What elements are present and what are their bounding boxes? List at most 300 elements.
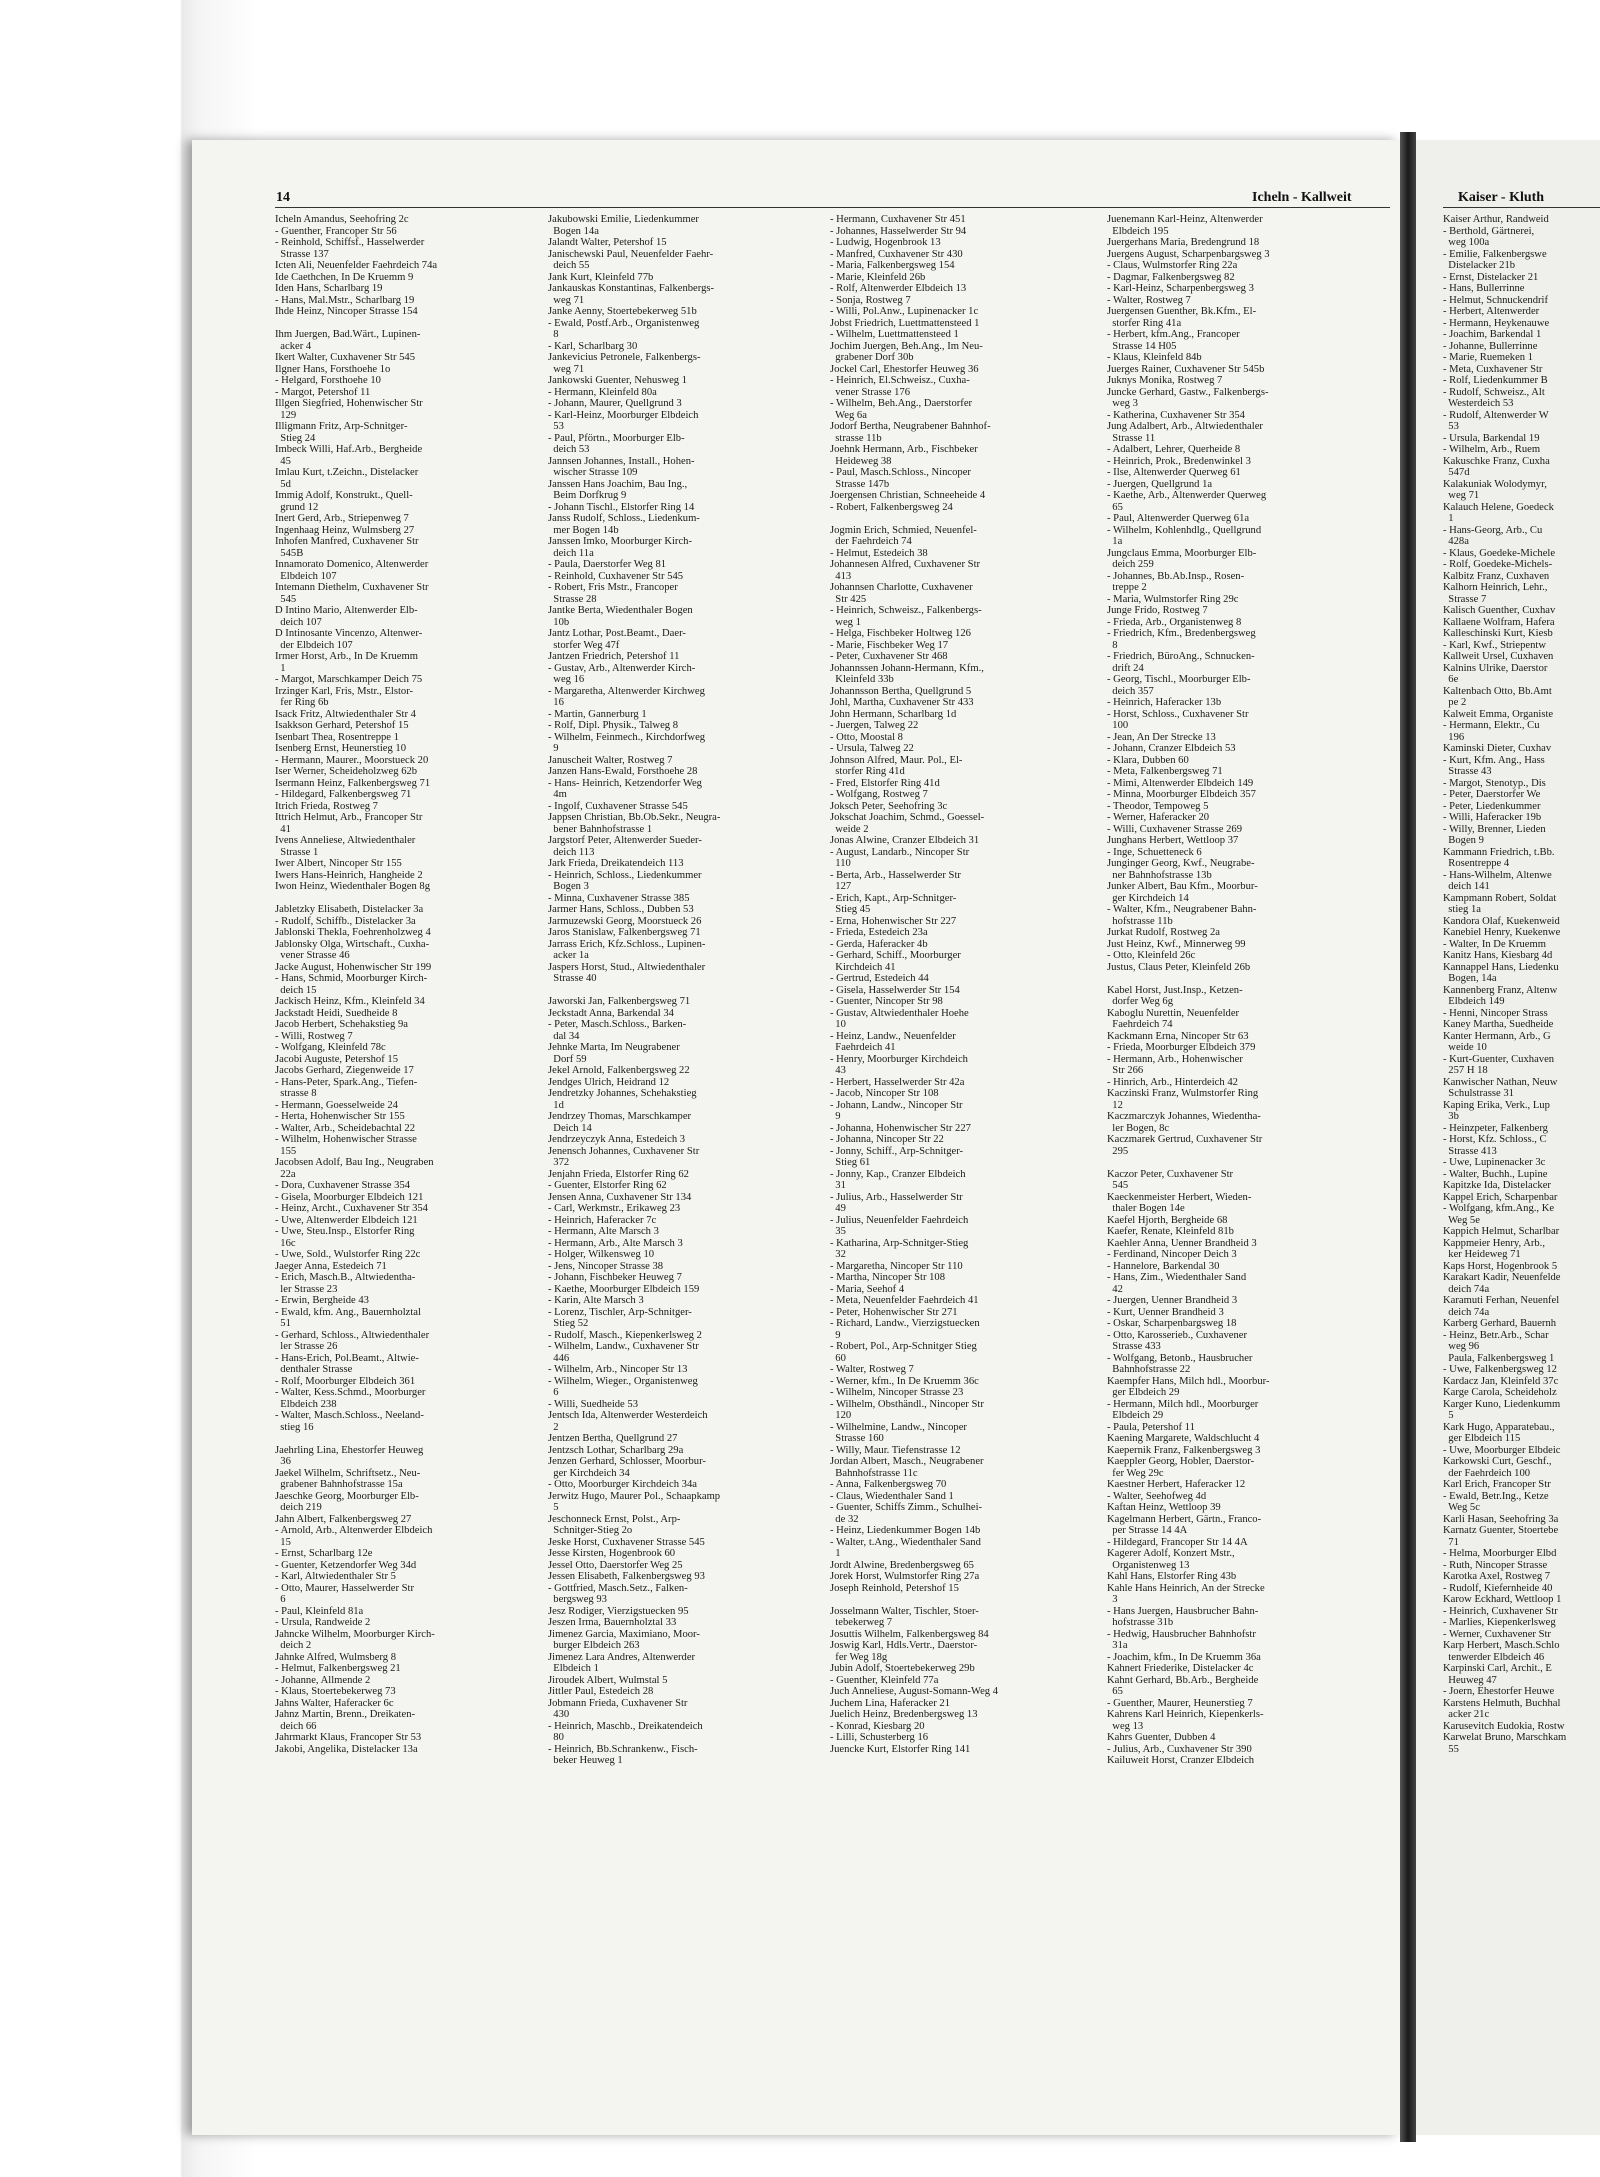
directory-entry-line: - Herta, Hohenwischer Str 155 — [275, 1111, 405, 1122]
directory-entry-line: - Margot, Petershof 11 — [275, 386, 371, 398]
directory-entry-line: Kallaene Wolfram, Hafera — [1443, 616, 1555, 628]
directory-entry-line: Westerdeich 53 — [1443, 398, 1514, 409]
directory-entry-line: Jantz Lothar, Post.Beamt., Daer- — [548, 628, 686, 639]
directory-entry-line: 545B — [275, 547, 304, 559]
directory-entry-line: Jargstorf Peter, Altenwerder Sueder- — [548, 835, 702, 846]
directory-entry-line: acker 4 — [275, 340, 312, 352]
directory-entry-line: weg 1 — [830, 616, 861, 628]
directory-entry-line: Kahrs Guenter, Dubben 4 — [1107, 1732, 1216, 1743]
directory-entry-line: Heideweg 38 — [830, 455, 892, 467]
directory-entry-line: Jackstadt Heidi, Suedheide 8 — [275, 1007, 398, 1019]
directory-entry-line: - Inge, Schuetteneck 6 — [1107, 846, 1202, 858]
directory-entry-line: de 32 — [830, 1513, 859, 1525]
directory-entry-line: Elbdeich 195 — [1107, 225, 1169, 237]
directory-entry-line: - Guenter, Elstorfer Ring 62 — [548, 1180, 667, 1191]
directory-entry-line: - Heinrich, Maschb., Dreikatendeich — [548, 1720, 703, 1732]
directory-entry-line: 1d — [548, 1099, 564, 1111]
page-range-right: Kaiser - Kluth — [1458, 190, 1545, 205]
directory-entry-line: grabener Bahnhofstrasse 15a — [275, 1479, 403, 1490]
directory-entry-line: 49 — [830, 1203, 846, 1214]
directory-entry-line: 6 — [548, 1387, 559, 1398]
directory-entry-line: weide 2 — [830, 823, 869, 835]
directory-entry-line: Weg 5e — [1443, 1214, 1480, 1226]
directory-entry-line: strasse 8 — [275, 1088, 317, 1099]
directory-entry-line: weide 10 — [1443, 1042, 1487, 1053]
directory-entry-line: Jenjahn Frieda, Elstorfer Ring 62 — [548, 1168, 689, 1180]
directory-entry-line: Jarrass Erich, Kfz.Schloss., Lupinen- — [548, 938, 706, 950]
directory-entry-line: Jonas Alwine, Cranzer Elbdeich 31 — [830, 835, 980, 846]
directory-entry-line: - Willi, Suedheide 53 — [548, 1398, 638, 1410]
directory-entry-line: Jentsch Ida, Altenwerder Westerdeich — [548, 1410, 708, 1421]
directory-entry-line: - Ruth, Nincoper Strasse — [1443, 1559, 1548, 1571]
directory-entry-line: - Henni, Nincoper Strass — [1443, 1007, 1548, 1019]
directory-entry-line: Kallweit Ursel, Cuxhaven — [1443, 651, 1554, 662]
directory-entry-line: - Guenther, Maurer, Heunerstieg 7 — [1107, 1697, 1253, 1709]
directory-entry-line: thaler Bogen 14e — [1107, 1203, 1185, 1214]
directory-entry-line: - Paul, Masch.Schloss., Nincoper — [830, 467, 971, 478]
directory-entry-line: Juchem Lina, Haferacker 21 — [830, 1697, 951, 1709]
directory-entry-line: Jablonsky Olga, Wirtschaft., Cuxha- — [275, 938, 430, 950]
directory-entry-line: - Hans- Heinrich, Ketzendorfer Weg — [548, 777, 702, 789]
directory-entry-line: Illigmann Fritz, Arp-Schnitger- — [275, 421, 408, 432]
directory-entry-line: - Ewald, kfm. Ang., Bauernholztal — [275, 1306, 421, 1318]
directory-entry-line: - Gerda, Haferacker 4b — [830, 938, 928, 950]
directory-entry-line: 6 — [275, 1594, 286, 1605]
directory-entry-line: - Reinhold, Cuxhavener Str 545 — [548, 570, 684, 582]
directory-entry-line: 428a — [1443, 536, 1469, 547]
directory-entry-line: - Wolfgang, Betonb., Hausbrucher — [1107, 1352, 1253, 1364]
directory-entry-line: 53 — [548, 421, 564, 432]
directory-entry-line: - Otto, Kleinfeld 26c — [1107, 950, 1196, 961]
directory-entry-line: Joksch Peter, Seehofring 3c — [830, 800, 948, 812]
directory-entry-line: Isenberg Ernst, Heunerstieg 10 — [275, 743, 407, 754]
directory-entry-line: Kanter Hermann, Arb., G — [1443, 1030, 1551, 1042]
directory-entry-line: deich 107 — [275, 616, 322, 628]
directory-entry-line: - Hermann, Kleinfeld 80a — [548, 386, 657, 398]
directory-entry-line: ler Strasse 26 — [275, 1341, 338, 1352]
directory-entry-line: - Walter, In De Kruemm — [1443, 938, 1546, 950]
directory-entry-line: Irzinger Karl, Fris, Mstr., Elstor- — [275, 685, 414, 697]
directory-entry-line: Strasse 7 — [1443, 593, 1487, 605]
directory-entry-line: 2 — [548, 1421, 559, 1433]
directory-entry-line: - Uwe, Lupinenacker 3c — [1443, 1157, 1546, 1168]
directory-entry-line: - Dora, Cuxhavener Strasse 354 — [275, 1180, 411, 1191]
directory-entry-line: - Johann, Landw., Nincoper Str — [830, 1099, 963, 1111]
directory-entry-line: 35 — [830, 1226, 846, 1237]
directory-entry-line: - Maria, Falkenbergsweg 154 — [830, 260, 955, 271]
directory-entry-line: - Frieda, Estedeich 23a — [830, 927, 928, 938]
directory-entry-line: Intemann Diethelm, Cuxhavener Str — [275, 582, 429, 593]
directory-entry-line: - Mimi, Altenwerder Elbdeich 149 — [1107, 777, 1254, 789]
directory-entry-line: Jubin Adolf, Stoertebekerweg 29b — [830, 1663, 975, 1674]
directory-entry-line: Iwers Hans-Heinrich, Hangheide 2 — [275, 869, 423, 881]
directory-entry-line: vener Strasse 176 — [830, 386, 911, 398]
directory-entry-line: - Wolfgang, Rostweg 7 — [830, 789, 928, 800]
directory-entry-line: 100 — [1107, 720, 1129, 731]
directory-entry-line: - Jonny, Kap., Cranzer Elbdeich — [830, 1168, 966, 1180]
directory-entry-line: Kalbitz Franz, Cuxhaven — [1443, 570, 1550, 582]
directory-entry-line: - Reinhold, Schiffsf., Hasselwerder — [275, 237, 425, 248]
directory-entry-line: - Margot, Stenotyp., Dis — [1443, 777, 1546, 789]
directory-entry-line: Karow Eckhard, Wettloop 1 — [1443, 1594, 1562, 1605]
directory-entry-line: - Walter, Buchh., Lupine — [1443, 1168, 1548, 1180]
directory-entry-line: Kannenberg Franz, Altenw — [1443, 984, 1558, 996]
directory-entry-line: - Frieda, Arb., Organistenweg 8 — [1107, 616, 1242, 628]
directory-entry-line: der Faehrdeich 74 — [830, 536, 912, 547]
directory-entry-line: - Joachim, Barkendal 1 — [1443, 329, 1542, 340]
directory-entry-line: Jimenez Lara Andres, Altenwerder — [548, 1651, 696, 1663]
directory-entry-line: - Wolfgang, kfm.Ang., Ke — [1443, 1203, 1555, 1214]
directory-entry-line: Kalauch Helene, Goedeck — [1443, 501, 1554, 513]
directory-entry-line: Elbdeich 1 — [548, 1663, 599, 1674]
directory-entry-line: Kaps Horst, Hogenbrook 5 — [1443, 1260, 1558, 1272]
directory-entry-line: Ingenhaag Heinz, Wulmsberg 27 — [275, 524, 415, 536]
directory-entry-line: Jaros Stanislaw, Falkenbergsweg 71 — [548, 927, 701, 938]
directory-entry-line: - Ursula, Barkendal 19 — [1443, 432, 1540, 444]
directory-entry-line: 545 — [275, 593, 297, 605]
directory-entry-line: Johannsson Bertha, Quellgrund 5 — [830, 685, 972, 697]
directory-entry-line: Jesz Rodiger, Vierzigstuecken 95 — [548, 1605, 689, 1617]
directory-entry-line: 9 — [548, 743, 559, 754]
directory-entry-line: - Herbert, Altenwerder — [1443, 306, 1540, 317]
directory-entry-line: 53 — [1443, 421, 1459, 432]
directory-entry-line: Kaefer, Renate, Kleinfeld 81b — [1107, 1226, 1234, 1237]
directory-entry-line: Str 425 — [830, 593, 867, 605]
directory-entry-line: Faehrdeich 41 — [830, 1042, 896, 1053]
directory-entry-line: - Klaus, Kleinfeld 84b — [1107, 352, 1202, 363]
directory-entry-line: 22a — [275, 1168, 296, 1180]
directory-entry-line: Elbdeich 107 — [275, 570, 337, 582]
column-5 — [1443, 214, 1600, 1755]
directory-entry-line: Jessen Elisabeth, Falkenbergsweg 93 — [548, 1571, 705, 1582]
directory-entry-line: Isenbart Thea, Rosentreppe 1 — [275, 731, 399, 743]
directory-entry-line: Juencke Kurt, Elstorfer Ring 141 — [830, 1743, 971, 1755]
directory-entry-line: Kakuschke Franz, Cuxha — [1443, 455, 1550, 467]
directory-entry-line: Kackmann Erna, Nincoper Str 63 — [1107, 1030, 1249, 1042]
directory-entry-line: - Uwe, Steu.Insp., Elstorfer Ring — [275, 1226, 415, 1237]
directory-entry-line: - Paula, Petershof 11 — [1107, 1421, 1195, 1433]
directory-entry-line: - Hans, Mal.Mstr., Scharlbarg 19 — [275, 294, 415, 306]
directory-entry-line: ger Elbdeich 29 — [1107, 1387, 1180, 1398]
directory-entry-line: - Paul, Pförtn., Moorburger Elb- — [548, 432, 685, 444]
directory-entry-line: Jeszen Irma, Bauernholztal 33 — [548, 1617, 677, 1628]
directory-entry-line: - Horst, Schloss., Cuxhavener Str — [1107, 708, 1249, 720]
directory-entry-line: beker Heuweg 1 — [548, 1755, 623, 1766]
directory-entry-line: weg 13 — [1107, 1720, 1144, 1732]
directory-entry-line: - Juergen, Quellgrund 1a — [1107, 478, 1213, 490]
directory-entry-line: Strasse 43 — [1443, 766, 1492, 777]
directory-entry-line: tebekerweg 7 — [830, 1617, 893, 1628]
directory-entry-line: Jendrzey Thomas, Marschkamper — [548, 1111, 692, 1122]
directory-entry-line: - Katherina, Cuxhavener Str 354 — [1107, 409, 1245, 421]
directory-entry-line: - Johanne, Allmende 2 — [275, 1674, 371, 1686]
directory-entry-line: Kahl Hans, Elstorfer Ring 43b — [1107, 1571, 1237, 1582]
directory-entry-line: storfer Ring 41a — [1107, 317, 1182, 329]
directory-entry-line: Strasse 28 — [548, 593, 597, 605]
directory-entry-line: - Hinrich, Arb., Hinterdeich 42 — [1107, 1076, 1238, 1088]
directory-entry-line: - Ernst, Scharlbarg 12e — [275, 1548, 373, 1559]
directory-entry-line: - Wilhelm, Wieger., Organistenweg — [548, 1375, 698, 1387]
directory-entry-line: - Ernst, Distelacker 21 — [1443, 271, 1539, 283]
directory-entry-line: hofstrasse 11b — [1107, 915, 1173, 927]
directory-entry-line: - Juergen, Talweg 22 — [830, 720, 919, 731]
directory-entry-line: Iwon Heinz, Wiedenthaler Bogen 8g — [275, 881, 431, 892]
directory-entry-line: deich 74a — [1443, 1306, 1490, 1318]
directory-entry-line: - Walter, Kess.Schmd., Moorburger — [275, 1387, 426, 1398]
directory-entry-line: - Walter, Kfm., Neugrabener Bahn- — [1107, 904, 1257, 915]
directory-entry-line: - Manfred, Cuxhavener Str 430 — [830, 248, 963, 260]
directory-entry-line: deich 55 — [548, 260, 590, 271]
directory-entry-line: Jaworski Jan, Falkenbergsweg 71 — [548, 996, 691, 1007]
directory-entry-line: Elbdeich 149 — [1443, 996, 1505, 1007]
directory-entry-line: Beim Dorfkrug 9 — [548, 490, 627, 501]
directory-entry-line: - Peter, Cuxhavener Str 468 — [830, 651, 948, 662]
directory-entry-line: - Uwe, Falkenbergsweg 12 — [1443, 1364, 1557, 1375]
directory-entry-line: stieg 1a — [1443, 904, 1481, 915]
directory-entry-line: Jahn Albert, Falkenbergsweg 27 — [275, 1513, 412, 1525]
directory-entry-line: Innamorato Domenico, Altenwerder — [275, 559, 429, 570]
directory-entry-line: Jahnz Martin, Brenn., Dreikaten- — [275, 1709, 416, 1720]
directory-entry-line: Jank Kurt, Kleinfeld 77b — [548, 271, 654, 283]
directory-entry-line: Kandora Olaf, Kuekenweid — [1443, 915, 1560, 927]
directory-entry-line: - Hans Juergen, Hausbrucher Bahn- — [1107, 1605, 1259, 1617]
directory-entry-line: - Heinrich, Haferacker 7c — [548, 1214, 657, 1226]
directory-entry-line: Johannesen Alfred, Cuxhavener Str — [830, 559, 981, 570]
directory-entry-line: - Johanna, Nincoper Str 22 — [830, 1134, 944, 1145]
directory-entry-line: - Walter, Masch.Schloss., Neeland- — [275, 1410, 424, 1421]
directory-entry-line: weg 71 — [548, 294, 585, 306]
directory-entry-line: Jimenez Garcia, Maximiano, Moor- — [548, 1628, 700, 1640]
directory-entry-line: Jodorf Bertha, Neugrabener Bahnhof- — [830, 421, 991, 432]
directory-entry-line: Jarmer Hans, Schloss., Dubben 53 — [548, 904, 694, 915]
directory-entry-line: deich 66 — [275, 1720, 317, 1732]
directory-entry-line: Iden Hans, Scharlbarg 19 — [275, 283, 383, 294]
directory-entry-line: denthaler Strasse — [275, 1364, 353, 1375]
directory-entry-line: acker 1a — [548, 950, 589, 961]
directory-entry-line: - Heinz, Landw., Neuenfelder — [830, 1030, 956, 1042]
directory-entry-line: - Joachim, kfm., In De Kruemm 36a — [1107, 1651, 1261, 1663]
directory-entry-line: Faehrdeich 74 — [1107, 1019, 1173, 1030]
directory-entry-line: Ihde Heinz, Nincoper Strasse 154 — [275, 306, 418, 317]
directory-entry-line — [830, 1594, 1092, 1606]
directory-entry-line: 257 H 18 — [1443, 1065, 1488, 1076]
directory-entry-line: Isack Fritz, Altwiedenthaler Str 4 — [275, 708, 416, 720]
directory-entry-line: - Walter, Seehofweg 4d — [1107, 1490, 1207, 1502]
directory-entry-line: - Hermann, Milch hdl., Moorburger — [1107, 1398, 1259, 1410]
directory-entry-line: - Guenter, Nincoper Str 98 — [830, 996, 943, 1007]
directory-entry-line: - Lorenz, Tischler, Arp-Schnitger- — [548, 1306, 692, 1318]
directory-entry-line: - August, Landarb., Nincoper Str — [830, 846, 970, 858]
directory-entry-line: 9 — [830, 1329, 841, 1341]
directory-entry-line: Juncke Gerhard, Gastw., Falkenbergs- — [1107, 386, 1269, 398]
directory-entry-line: pe 2 — [1443, 697, 1467, 708]
directory-entry-line: Jordt Alwine, Bredenbergsweg 65 — [830, 1559, 974, 1571]
directory-entry-line: Karberg Gerhard, Bauernh — [1443, 1318, 1557, 1329]
directory-entry-line: ner Bahnhofstrasse 13b — [1107, 869, 1212, 881]
directory-entry-line: - Friedrich, Kfm., Bredenbergsweg — [1107, 628, 1256, 639]
directory-entry-line: Schnitger-Stieg 2o — [548, 1525, 633, 1536]
directory-entry-line: - Kurt, Kfm. Ang., Hass — [1443, 754, 1545, 766]
directory-entry-line: - Margaretha, Nincoper Str 110 — [830, 1260, 963, 1272]
directory-entry-line: Janischewski Paul, Neuenfelder Faehr- — [548, 248, 714, 260]
directory-entry-line: Kaftan Heinz, Wettloop 39 — [1107, 1502, 1221, 1513]
directory-entry-line: - Guenter, Ketzendorfer Weg 34d — [275, 1559, 417, 1571]
directory-entry-line: Strasse 14 H05 — [1107, 340, 1177, 352]
directory-entry-line: - Ilse, Altenwerder Querweg 61 — [1107, 467, 1241, 478]
directory-entry-line: - Marlies, Kiepenkerlsweg — [1443, 1617, 1556, 1628]
directory-entry-line: - Wolfgang, Kleinfeld 78c — [275, 1042, 386, 1053]
directory-entry-line: - Marie, Fischbeker Weg 17 — [830, 639, 949, 651]
directory-entry-line: Kaczmarek Gertrud, Cuxhavener Str — [1107, 1134, 1263, 1145]
directory-entry-line: treppe 2 — [1107, 582, 1147, 593]
directory-entry-line: ler Bogen, 8c — [1107, 1122, 1170, 1134]
directory-entry-line: - Ursula, Talweg 22 — [830, 743, 914, 754]
directory-entry-line: Jaekel Wilhelm, Schriftsetz., Neu- — [275, 1467, 421, 1479]
book-spine — [1400, 132, 1416, 2142]
directory-entry-line — [830, 513, 1092, 525]
directory-entry-line: Johnson Alfred, Maur. Pol., El- — [830, 754, 963, 766]
directory-entry-line: Just Heinz, Kwf., Minnerweg 99 — [1107, 938, 1246, 950]
directory-entry-line: Kapitzke Ida, Distelacker — [1443, 1180, 1551, 1191]
directory-entry-line: Jaspers Horst, Stud., Altwiedenthaler — [548, 961, 706, 973]
directory-entry-line: Jeckstadt Anna, Barkendal 34 — [548, 1007, 674, 1019]
directory-entry-line: - Richard, Landw., Vierzigstuecken — [830, 1318, 980, 1329]
directory-entry-line: - Otto, Moorburger Kirchdeich 34a — [548, 1479, 697, 1490]
directory-entry-line: Jochim Juergen, Beh.Ang., Im Neu- — [830, 340, 983, 352]
directory-entry-line: Kaminski Dieter, Cuxhav — [1443, 743, 1552, 754]
directory-entry-line: Kaeppler Georg, Hobler, Daerstor- — [1107, 1456, 1255, 1467]
directory-entry-line: 5 — [1443, 1410, 1454, 1421]
directory-entry-line: Jorek Horst, Wulmstorfer Ring 27a — [830, 1571, 980, 1582]
directory-entry-line: 51 — [275, 1318, 291, 1329]
directory-entry-line: John Hermann, Scharlbarg 1d — [830, 708, 957, 720]
directory-entry-line: - Lilli, Schusterberg 16 — [830, 1732, 929, 1743]
directory-entry-line: Jankowski Guenter, Nehusweg 1 — [548, 375, 688, 386]
directory-entry-line: - Heinrich, Prok., Bredenwinkel 3 — [1107, 455, 1251, 467]
directory-entry-line: Elbdeich 29 — [1107, 1410, 1164, 1421]
directory-entry-line: - Willi, Cuxhavener Strasse 269 — [1107, 823, 1243, 835]
directory-entry-line: - Herbert, Hasselwerder Str 42a — [830, 1076, 965, 1088]
directory-entry-line: Ikert Walter, Cuxhavener Str 545 — [275, 352, 416, 363]
directory-entry-line: 43 — [830, 1065, 846, 1076]
directory-entry-line: - Hermann, Arb., Alte Marsch 3 — [548, 1237, 683, 1249]
directory-entry-line: - Dagmar, Falkenbergsweg 82 — [1107, 271, 1235, 283]
directory-entry-line: Strasse 147b — [830, 478, 890, 490]
directory-entry-line: weg 100a — [1443, 237, 1490, 248]
directory-entry-line: Stieg 45 — [830, 904, 871, 915]
directory-entry-line: - Gisela, Hasselwerder Str 154 — [830, 984, 960, 996]
directory-entry-line: - Adalbert, Lehrer, Querheide 8 — [1107, 444, 1241, 455]
directory-entry-line: Strasse 11 — [1107, 432, 1156, 444]
directory-entry-line: Joseph Reinhold, Petershof 15 — [830, 1582, 959, 1594]
directory-entry-line: - Klaus, Goedeke-Michele — [1443, 547, 1556, 559]
directory-entry-line: - Kurt-Guenter, Cuxhaven — [1443, 1053, 1555, 1065]
directory-entry-line: Jendretzky Johannes, Schehakstieg — [548, 1088, 697, 1099]
directory-entry-line: - Konrad, Kiesbarg 20 — [830, 1720, 925, 1732]
directory-entry-line: - Maria, Seehof 4 — [830, 1283, 905, 1295]
directory-entry-line: Kardacz Jan, Kleinfeld 37c — [1443, 1375, 1559, 1387]
directory-entry-line: - Werner, kfm., In De Kruemm 36c — [830, 1375, 979, 1387]
directory-entry-line: Kalakuniak Wolodymyr, — [1443, 478, 1547, 490]
directory-entry-line: Josselmann Walter, Tischler, Stoer- — [830, 1605, 979, 1617]
directory-entry-line: - Walter, t.Ang., Wiedenthaler Sand — [830, 1536, 981, 1548]
directory-entry-line: Jahnke Alfred, Wulmsberg 8 — [275, 1651, 396, 1663]
directory-entry-line: Ide Caethchen, In De Kruemm 9 — [275, 271, 414, 283]
directory-entry-line: - Johann, Cranzer Elbdeich 53 — [1107, 743, 1236, 754]
directory-entry-line: Juenemann Karl-Heinz, Altenwerder — [1107, 214, 1263, 225]
directory-entry-line: deich 141 — [1443, 881, 1490, 892]
directory-entry-line: deich 11a — [548, 547, 594, 559]
directory-entry-line: - Rolf, Liedenkummer B — [1443, 375, 1548, 386]
directory-entry-line: - Emilie, Falkenbergswe — [1443, 248, 1547, 260]
directory-entry-line: Jalandt Walter, Petershof 15 — [548, 237, 667, 248]
directory-entry-line: 8 — [1107, 639, 1118, 651]
directory-entry-line: - Kaethe, Moorburger Elbdeich 159 — [548, 1283, 700, 1295]
directory-entry-line: fer Weg 18g — [830, 1651, 888, 1663]
directory-entry-line: Iwer Albert, Nincoper Str 155 — [275, 858, 402, 869]
directory-entry-line: Str 266 — [1107, 1065, 1144, 1076]
directory-entry-line: - Helmut, Schnuckendrif — [1443, 294, 1549, 306]
directory-entry-line: - Wilhelmine, Landw., Nincoper — [830, 1421, 967, 1433]
directory-entry-line: - Rudolf, Masch., Kiepenkerlsweg 2 — [548, 1329, 702, 1341]
directory-entry-line: Karpinski Carl, Archit., E — [1443, 1663, 1552, 1674]
directory-entry-line: Kalhorn Heinrich, Lehr., — [1443, 582, 1548, 593]
directory-entry-line: Jaeger Anna, Estedeich 71 — [275, 1260, 387, 1272]
directory-entry-line: deich 357 — [1107, 685, 1154, 697]
directory-entry-line: 4m — [548, 789, 567, 800]
directory-entry-line: Kaczor Peter, Cuxhavener Str — [1107, 1168, 1234, 1180]
directory-entry-line: wischer Strasse 109 — [548, 467, 638, 478]
directory-entry-line: - Karl, Scharlbarg 30 — [548, 340, 638, 352]
directory-entry-line: 10 — [830, 1019, 846, 1030]
directory-entry-line: - Wilhelm, Arb., Nincoper Str 13 — [548, 1364, 688, 1375]
directory-entry-line: Kahle Hans Heinrich, An der Strecke — [1107, 1582, 1265, 1594]
directory-entry-line: - Joern, Ehestorfer Heuwe — [1443, 1686, 1555, 1697]
directory-entry-line: Jockel Carl, Ehestorfer Heuweg 36 — [830, 363, 979, 375]
directory-entry-line: Karotka Axel, Rostweg 7 — [1443, 1571, 1551, 1582]
directory-entry-line: Jentzen Bertha, Quellgrund 27 — [548, 1433, 678, 1444]
directory-entry-line: 16c — [275, 1237, 296, 1249]
directory-entry-line: Jenzen Gerhard, Schlosser, Moorbur- — [548, 1456, 706, 1467]
directory-entry-line: - Minna, Cuxhavener Strasse 385 — [548, 892, 690, 904]
directory-entry-line: Kaestner Herbert, Haferacker 12 — [1107, 1479, 1246, 1490]
directory-entry-line: Karnatz Guenter, Stoertebe — [1443, 1525, 1559, 1536]
directory-entry-line: Weg 6a — [830, 409, 867, 421]
directory-entry-line: - Gertrud, Estedeich 44 — [830, 973, 929, 984]
directory-entry-line: Ihm Juergen, Bad.Wärt., Lupinen- — [275, 329, 421, 340]
directory-entry-line: Imlau Kurt, t.Zeichn., Distelacker — [275, 467, 419, 478]
directory-entry-line: - Theodor, Tempoweg 5 — [1107, 800, 1209, 812]
directory-entry-line: - Meta, Neuenfelder Faehrdeich 41 — [830, 1295, 979, 1306]
directory-entry-line: Kalnins Ulrike, Daerstor — [1443, 662, 1548, 674]
directory-entry-line: deich 74a — [1443, 1283, 1490, 1295]
directory-entry-line: - Hildegard, Francoper Str 14 4A — [1107, 1536, 1248, 1548]
directory-entry-line: Kaepernik Franz, Falkenbergsweg 3 — [1107, 1444, 1261, 1456]
directory-entry-line: 413 — [830, 570, 852, 582]
directory-entry-line: stieg 16 — [275, 1421, 314, 1433]
directory-entry-line: - Erna, Hohenwischer Str 227 — [830, 915, 957, 927]
directory-entry-line: - Willi, Rostweg 7 — [275, 1030, 353, 1042]
directory-entry-line: Kabel Horst, Just.Insp., Ketzen- — [1107, 984, 1243, 996]
directory-entry-line: - Friedrich, BüroAng., Schnucken- — [1107, 651, 1255, 662]
directory-entry-line: - Klaus, Stoertebekerweg 73 — [275, 1686, 396, 1697]
directory-entry-line: - Gustav, Altwiedenthaler Hoehe — [830, 1007, 969, 1019]
directory-entry-line: Jendrzeyczyk Anna, Estedeich 3 — [548, 1134, 686, 1145]
directory-entry-line: - Kurt, Uenner Brandheid 3 — [1107, 1306, 1224, 1318]
directory-entry-line: deich 113 — [548, 846, 595, 858]
directory-entry-line: Kailuweit Horst, Cranzer Elbdeich — [1107, 1755, 1255, 1766]
directory-entry-line: - Wilhelm, Kohlenhdlg., Quellgrund — [1107, 524, 1262, 536]
